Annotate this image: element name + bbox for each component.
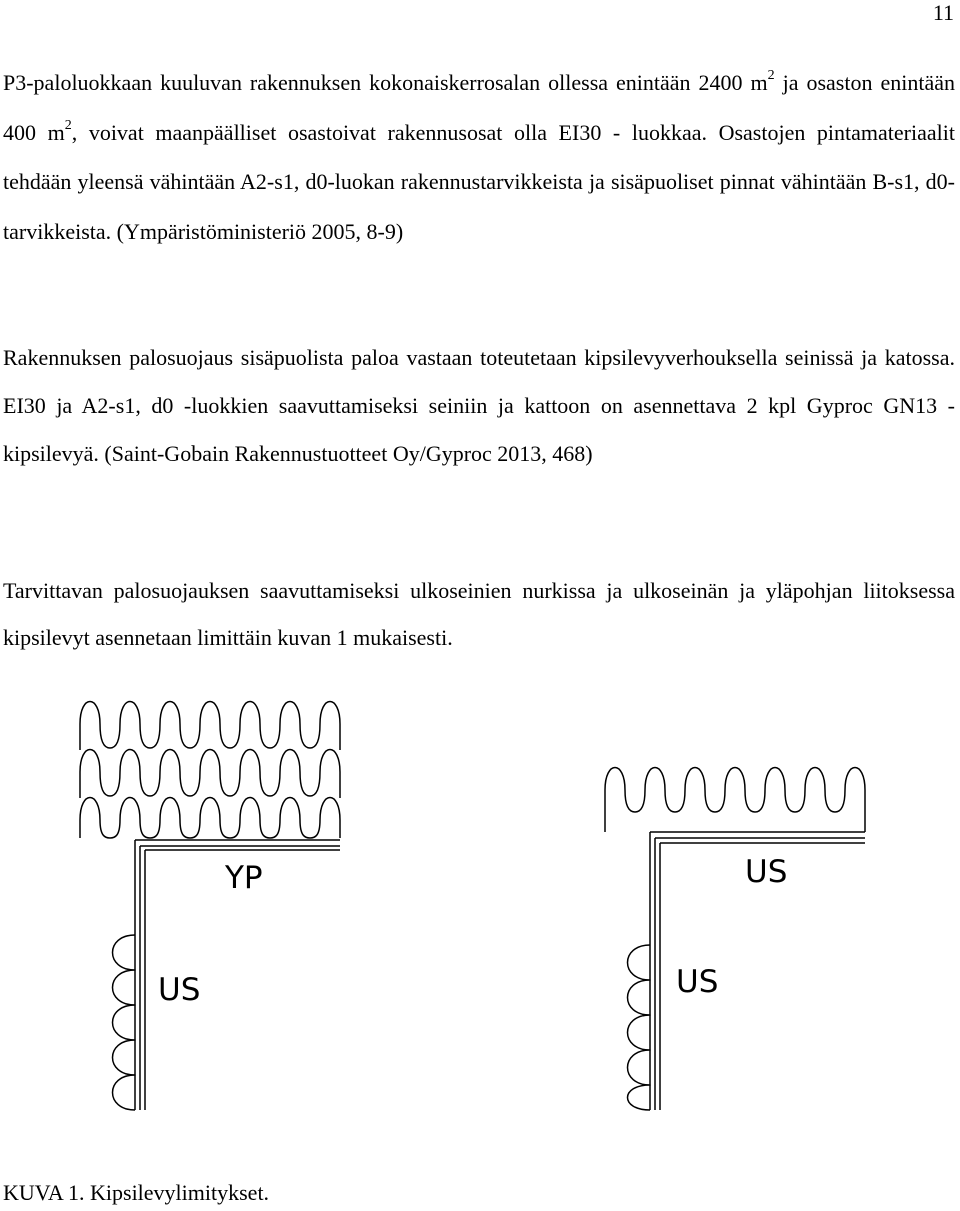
figure-drawing — [40, 690, 940, 1150]
left-insulation-row-2 — [80, 750, 340, 799]
superscript-2: 2 — [64, 117, 72, 133]
paragraph-1 — [3, 58, 955, 256]
paragraph-1-part-b: ja osaston enintään 400 m — [3, 70, 955, 145]
right-label-us-side: US — [676, 964, 719, 1000]
left-insulation-row-3 — [80, 798, 340, 839]
superscript-1: 2 — [767, 68, 775, 83]
left-wall-insulation — [113, 935, 136, 1110]
figure-plasterboard-overlaps — [40, 690, 940, 1150]
right-wall-insulation — [628, 945, 651, 1110]
paragraph-2: Rakennuksen palosuojaus sisäpuolista paloa vastaan toteutetaan kipsilevyverhouksella seinissä ja katossa. EI30 ja A2-s1, d0 -luokkien saavuttamiseksi seiniin ja kattoon on asennettava 2 kpl Gyproc GN13 -kipsilevyä. (Saint-Gobain Rakennustuotteet Oy/Gyproc 2013, 468) — [3, 345, 955, 466]
paragraph-1-part-c: , voivat maanpäälliset osastoivat rakennusosat olla EI30 - luokkaa. Osastojen pintamateriaalit tehdään yleensä vähintään A2-s1, d0-luokan rakennustarvikkeista ja sisäpuoliset pinnat vähintään B-s1, d0-tarvikkeista. (Ympäristöministeriö 2005, 8-9) — [3, 119, 955, 244]
left-label-yp: YP — [225, 860, 263, 896]
figure-caption: KUVA 1. Kipsilevylimitykset. — [3, 1180, 270, 1205]
right-insulation-row — [605, 768, 865, 833]
left-insulation-row-1 — [80, 702, 340, 751]
paragraph-1-part-a: P3-paloluokkaan kuuluvan rakennuksen kokonaiskerrosalan ollessa enintään 2400 m — [3, 70, 768, 95]
left-label-us: US — [158, 972, 201, 1008]
page-number: 11 — [932, 0, 954, 25]
right-label-us-top: US — [745, 854, 788, 890]
paragraph-3: Tarvittavan palosuojauksen saavuttamiseksi ulkoseinien nurkissa ja ulkoseinän ja yläpohjan liitoksessa kipsilevyt asennetaan limittäin kuvan 1 mukaisesti. — [3, 578, 955, 650]
